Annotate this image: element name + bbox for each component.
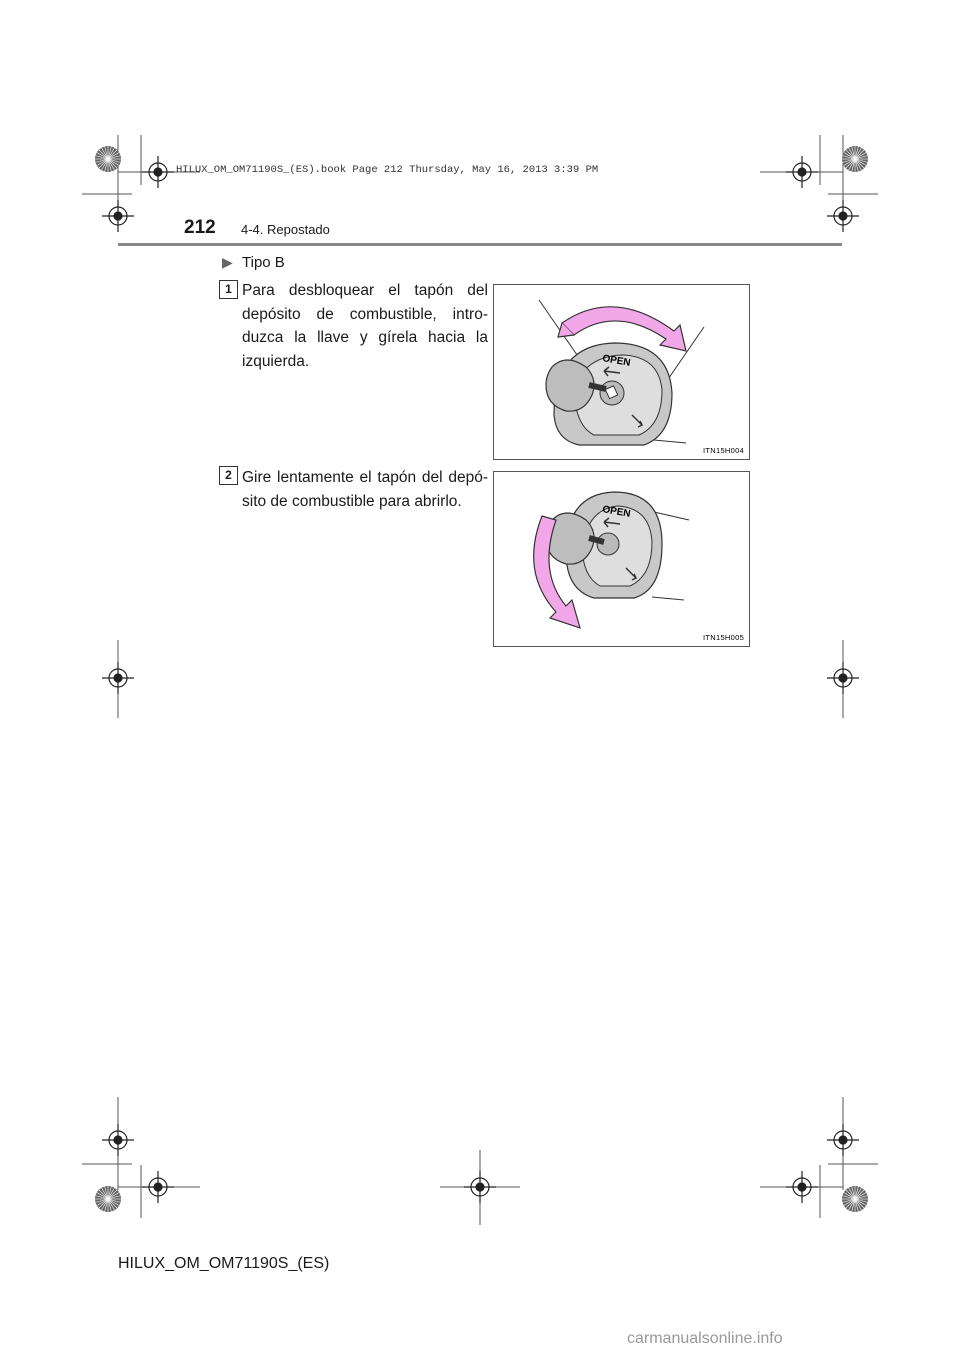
leader-line xyxy=(654,512,689,520)
section-title: 4-4. Repostado xyxy=(241,222,330,237)
figure-code: ITN15H004 xyxy=(703,446,745,455)
page-number: 212 xyxy=(184,217,216,238)
figure-code: ITN15H005 xyxy=(703,633,745,642)
book-info-stamp: HILUX_OM_OM71190S_(ES).book Page 212 Thursday, May 16, 2013 3:39 PM xyxy=(176,164,599,176)
step-number-2: 2 xyxy=(219,466,238,485)
key-blade xyxy=(589,385,606,389)
figure-step-2 xyxy=(493,471,750,647)
step-number-1: 1 xyxy=(219,280,238,299)
key-head xyxy=(546,360,594,411)
leader-line xyxy=(654,440,686,443)
leader-line xyxy=(652,597,684,600)
step-text-1: Para desbloquear el tapón del depósito de combustible, intro-duzca la llave y gírela hacia la izquierda. xyxy=(242,282,488,370)
figure-step-1 xyxy=(493,284,750,460)
key-blade xyxy=(589,538,604,542)
fuel-cap-key-turn-diagram xyxy=(494,285,749,459)
open-label: OPEN xyxy=(601,353,632,369)
fuel-cap-unscrew-diagram xyxy=(494,472,749,646)
step-text-2: Gire lentamente el tapón del depó-sito de combustible para abrirlo. xyxy=(242,469,488,510)
subtitle: Tipo B xyxy=(242,254,285,271)
footer-book-code: HILUX_OM_OM71190S_(ES) xyxy=(118,1255,330,1272)
triangle-bullet-icon: ▶ xyxy=(222,254,233,270)
open-label: OPEN xyxy=(601,504,632,520)
header-rule xyxy=(118,243,842,246)
watermark: carmanualsonline.info xyxy=(627,1330,783,1347)
